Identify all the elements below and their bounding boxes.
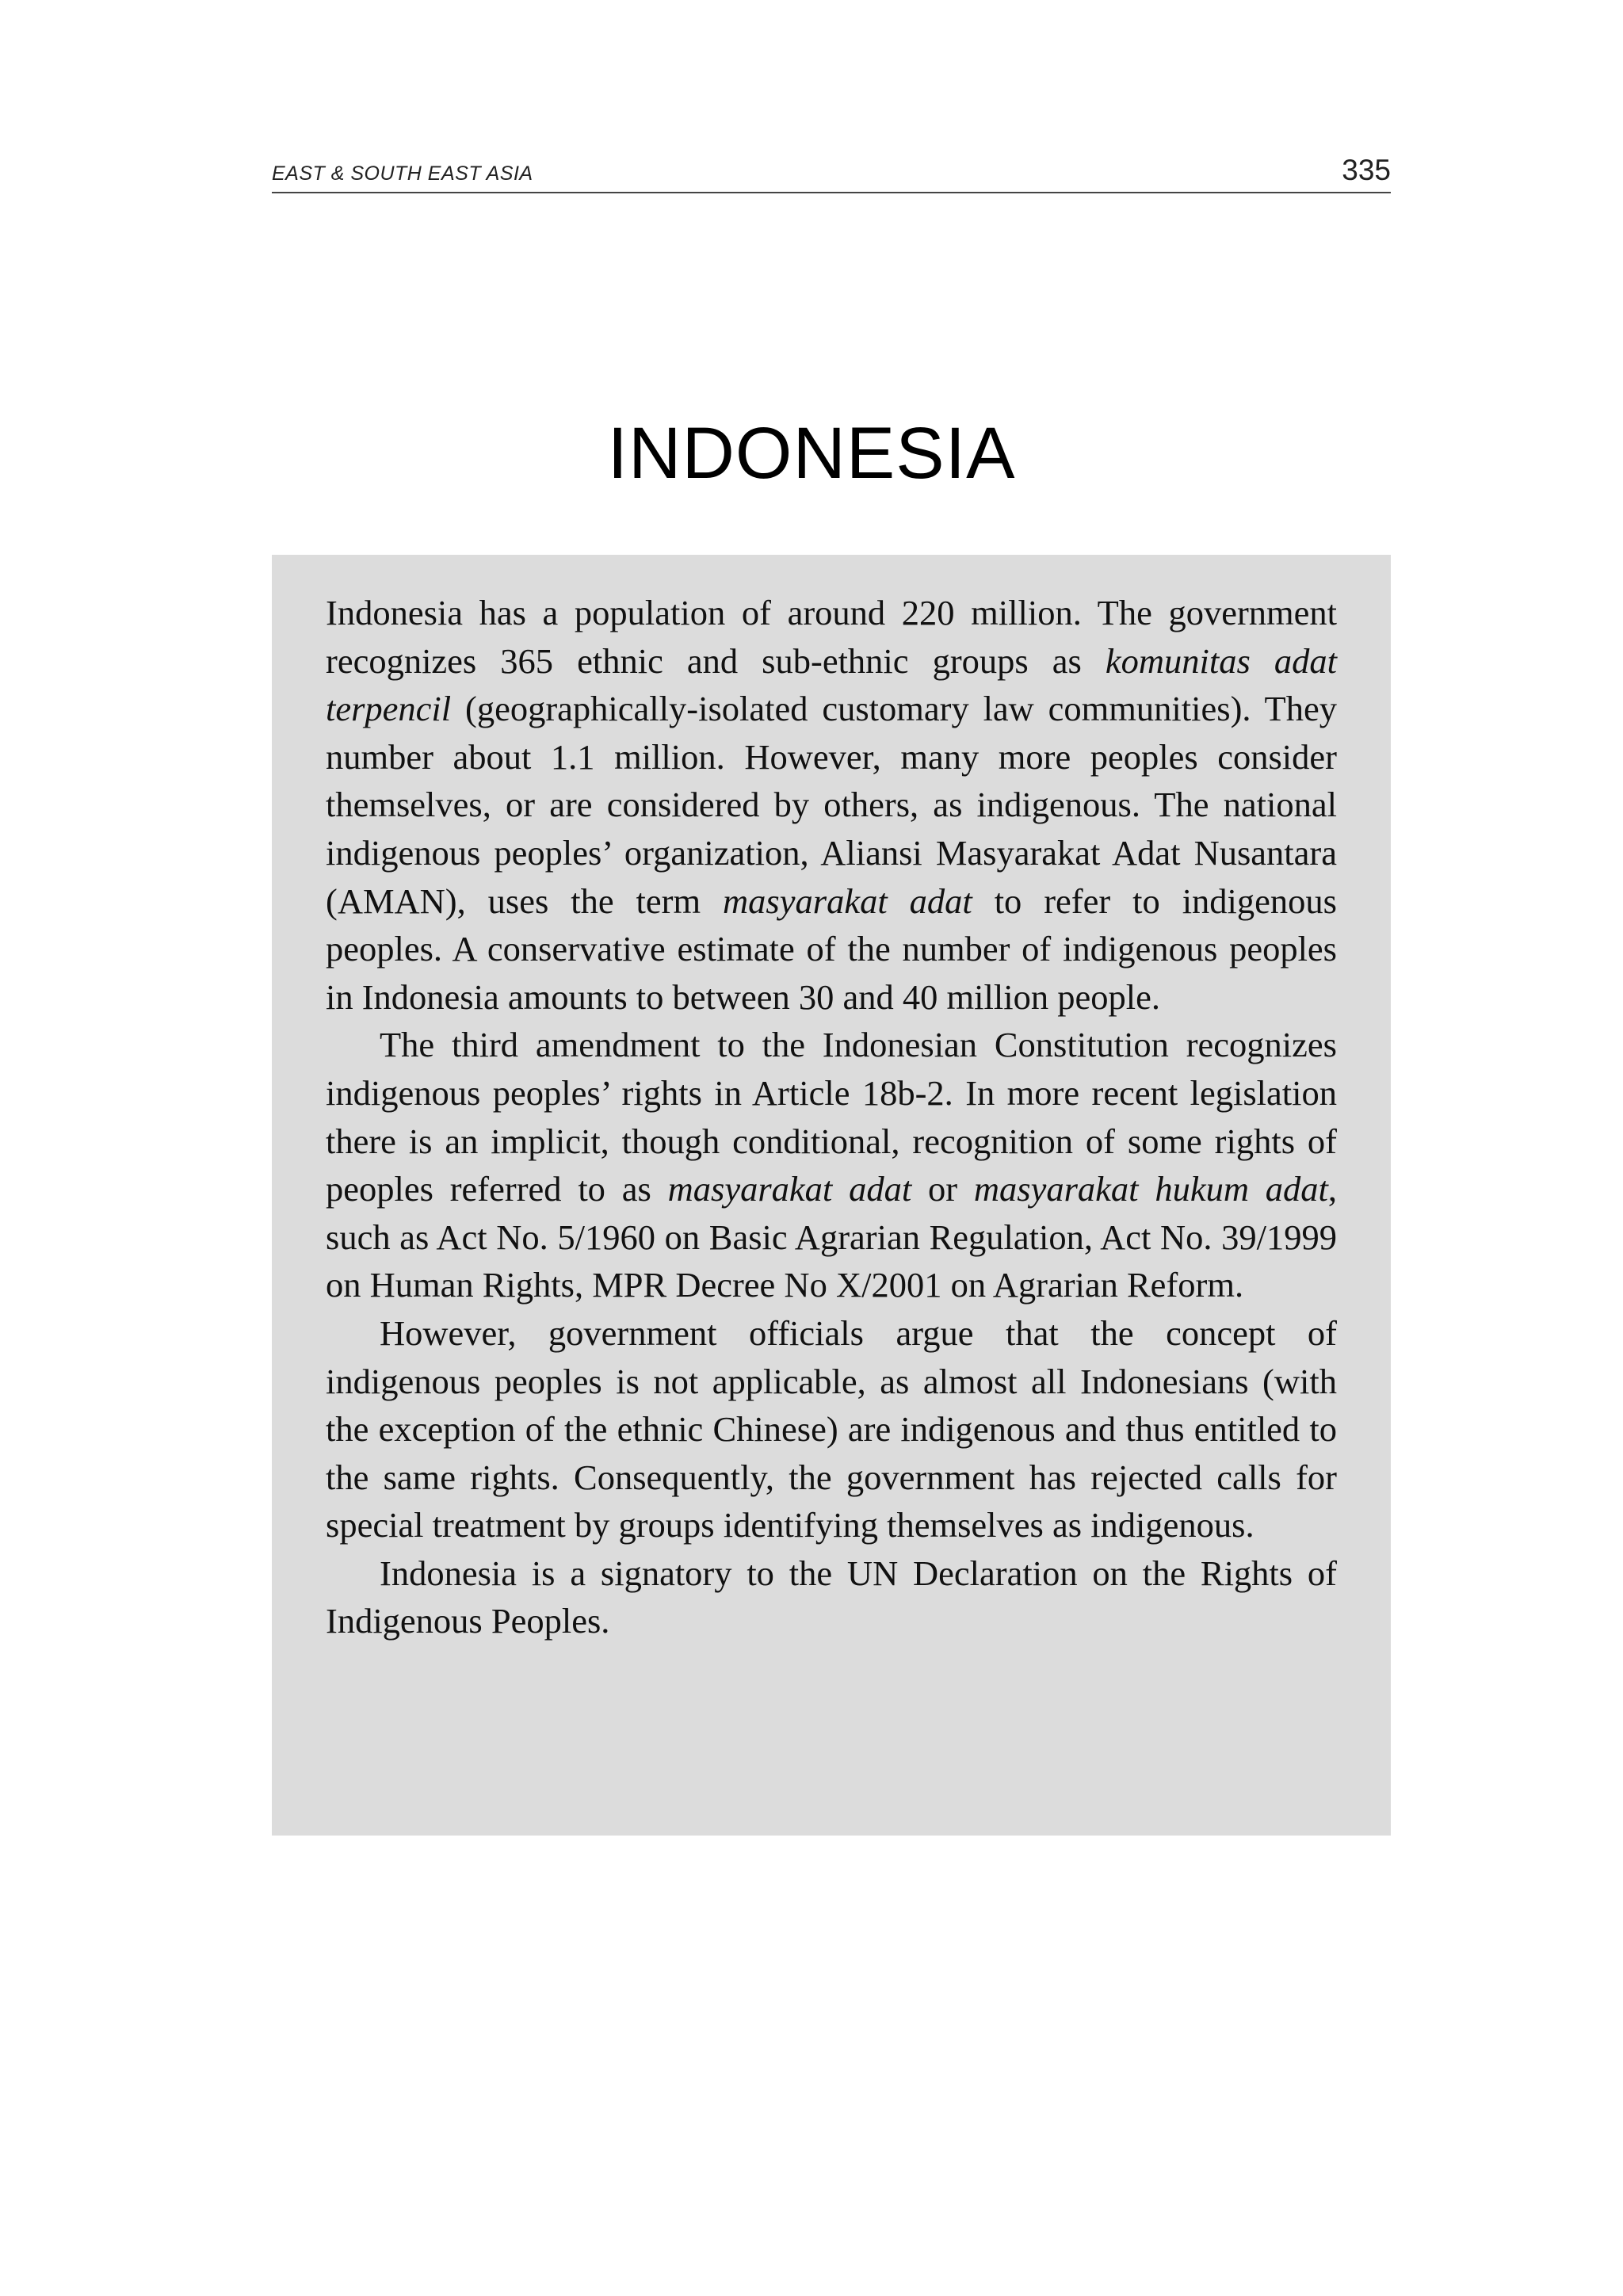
page-number: 335	[1342, 154, 1391, 186]
term-masyarakat-adat-2: masyarakat adat	[667, 1169, 912, 1209]
summary-box	[272, 555, 1391, 1836]
term-komunitas-adat-terpencil: komunitas adat terpencil	[326, 640, 1338, 729]
summary-paragraph-2	[326, 1021, 1337, 1309]
paragraph-2-text-2: or	[911, 1169, 974, 1209]
chapter-title: INDONESIA	[607, 413, 1016, 494]
paragraph-2-text-3: , such as Act No. 5/1960 on Basic Agrarian Regulation, Act No. 39/1999 on Human Rights, MPR Decree No X/2001 on Agrarian Reform.	[326, 1169, 1337, 1305]
paragraph-1-text-2: (geographically-isolated customary law communities). They number about 1.1 million. However, many more peoples consider themselves, or are considered by others, as indigenous. The national indigenous peoples’ organization, Aliansi Masyarakat Adat Nusantara (AMAN), uses the term	[326, 689, 1337, 921]
term-masyarakat-hukum-adat: masyarakat hukum adat	[973, 1169, 1328, 1209]
running-header	[272, 154, 1391, 193]
section-label: EAST & SOUTH EAST ASIA	[272, 162, 533, 185]
paragraph-1-text-3: to refer to indigenous peoples. A conservative estimate of the number of indigenous peoples in Indonesia amounts to between 30 and 40 million people.	[326, 881, 1337, 1017]
summary-paragraph-3: However, government officials argue that the concept of indigenous peoples is not applicable, as almost all Indonesians (with the exception of the ethnic Chinese) are indigenous and thus entitled to the same rights. Consequently, the government has rejected calls for special treatment by groups identifying themselves as indigenous.	[326, 1312, 1337, 1545]
summary-paragraph-1	[326, 589, 1337, 1021]
paragraph-2-text-1: The third amendment to the Indonesian Constitution recognizes indigenous peoples’ rights in Article 18b-2. In more recent legislation there is an implicit, though conditional, recognition of some rights of peoples referred to as	[326, 1025, 1337, 1209]
term-masyarakat-adat: masyarakat adat	[723, 881, 972, 921]
summary-paragraph-4: Indonesia is a signatory to the UN Declaration on the Rights of Indigenous Peoples.	[326, 1553, 1337, 1641]
paragraph-1-text-1: Indonesia has a population of around 220 million. The government recognizes 365 ethnic and sub-ethnic groups as	[326, 593, 1337, 681]
